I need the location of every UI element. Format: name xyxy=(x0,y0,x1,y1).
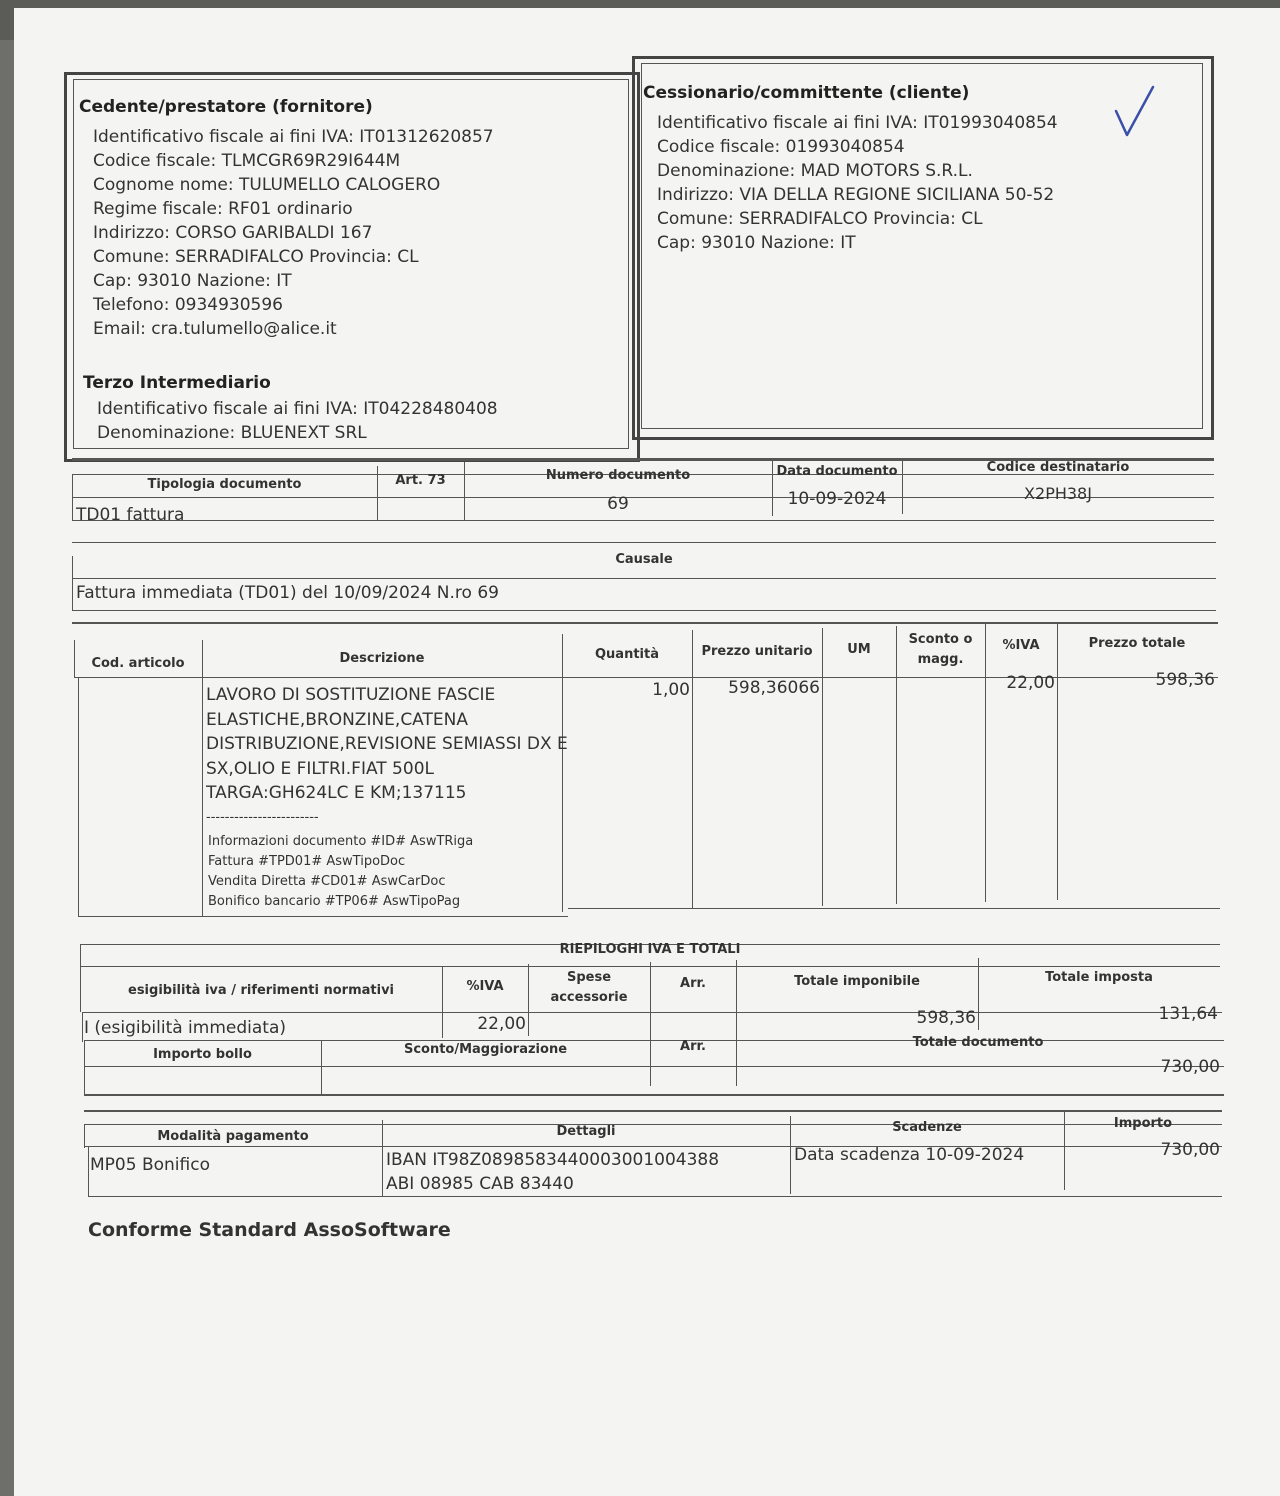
footer-standard: Conforme Standard AssoSoftware xyxy=(88,1219,451,1241)
payment-due: Data scadenza 10-09-2024 xyxy=(794,1145,1025,1165)
summary-title: RIEPILOGHI IVA E TOTALI xyxy=(559,942,741,957)
item-total: 598,36 xyxy=(1155,670,1215,690)
item-unit-price: 598,36066 xyxy=(728,678,820,698)
supplier-line: Indirizzo: CORSO GARIBALDI 167 xyxy=(93,223,373,243)
doc-number-value: 69 xyxy=(607,494,629,514)
col-discount-line: Sconto o xyxy=(908,632,973,647)
col-totale-documento: Totale documento xyxy=(912,1035,1044,1050)
info-line: Fattura #TPD01# AswTipoDoc xyxy=(208,854,406,869)
col-spese xyxy=(528,968,650,1008)
description-line: DISTRIBUZIONE,REVISIONE SEMIASSI DX E xyxy=(206,734,568,754)
summary-imponibile: 598,36 xyxy=(916,1008,976,1028)
customer-line: Comune: SERRADIFALCO Provincia: CL xyxy=(657,209,983,229)
col-discount xyxy=(896,630,985,670)
col-arr: Arr. xyxy=(680,976,706,991)
doc-number-header: Numero documento xyxy=(545,468,691,483)
customer-heading: Cessionario/committente (cliente) xyxy=(643,83,970,103)
customer-box xyxy=(632,56,1214,440)
description-separator: ------------------------ xyxy=(206,809,319,825)
col-desc: Descrizione xyxy=(339,651,425,666)
supplier-heading: Cedente/prestatore (fornitore) xyxy=(79,97,373,117)
supplier-line: Regime fiscale: RF01 ordinario xyxy=(93,199,353,219)
col-total: Prezzo totale xyxy=(1088,636,1186,651)
item-qty: 1,00 xyxy=(652,680,690,700)
payment-amount: 730,00 xyxy=(1160,1140,1220,1160)
checkmark-icon xyxy=(1113,85,1157,141)
summary-vat: 22,00 xyxy=(477,1014,526,1034)
col-bollo: Importo bollo xyxy=(153,1047,252,1062)
doc-type-value: TD01 fattura xyxy=(76,505,185,525)
col-unit-price: Prezzo unitario xyxy=(701,644,813,659)
col-imposta: Totale imposta xyxy=(1045,970,1153,985)
col-payment-due: Scadenze xyxy=(892,1120,962,1135)
info-line: Bonifico bancario #TP06# AswTipoPag xyxy=(208,894,461,909)
info-line: Informazioni documento #ID# AswTRiga xyxy=(208,834,474,849)
col-esig: esigibilità iva / riferimenti normativi xyxy=(128,983,394,998)
col-cod: Cod. articolo xyxy=(91,656,185,671)
supplier-details xyxy=(93,125,494,341)
customer-line: Identificativo fiscale ai fini IVA: IT01993040854 xyxy=(657,113,1058,133)
supplier-line: Cognome nome: TULUMELLO CALOGERO xyxy=(93,175,441,195)
intermediary-heading: Terzo Intermediario xyxy=(83,373,271,393)
supplier-line: Email: cra.tulumello@alice.it xyxy=(93,319,337,339)
intermediary-details xyxy=(97,397,498,445)
payment-detail-line: ABI 08985 CAB 83440 xyxy=(386,1174,574,1194)
doc-date-value: 10-09-2024 xyxy=(787,489,887,509)
col-qty: Quantità xyxy=(595,647,659,662)
recipient-code-value: X2PH38J xyxy=(1024,484,1092,503)
customer-line: Codice fiscale: 01993040854 xyxy=(657,137,905,157)
supplier-box xyxy=(64,72,640,462)
col-vat: %IVA xyxy=(1002,638,1040,653)
item-info xyxy=(208,832,473,912)
col-sconto: Sconto/Maggiorazione xyxy=(403,1042,568,1057)
col-arr2: Arr. xyxy=(680,1039,706,1054)
info-line: Vendita Diretta #CD01# AswCarDoc xyxy=(208,874,446,889)
col-payment-mode: Modalità pagamento xyxy=(157,1129,309,1144)
col-discount-line: magg. xyxy=(917,652,964,667)
payment-detail-line: IBAN IT98Z0898583440003001004388 xyxy=(386,1150,720,1170)
customer-line: Cap: 93010 Nazione: IT xyxy=(657,233,856,253)
supplier-line: Identificativo fiscale ai fini IVA: IT01312620857 xyxy=(93,127,494,147)
intermediary-line: Denominazione: BLUENEXT SRL xyxy=(97,423,367,443)
col-um: UM xyxy=(847,642,871,657)
payment-details xyxy=(386,1148,719,1196)
customer-details xyxy=(657,111,1058,255)
supplier-line: Cap: 93010 Nazione: IT xyxy=(93,271,292,291)
col-spese-line: accessorie xyxy=(550,990,628,1005)
description-line: SX,OLIO E FILTRI.FIAT 500L xyxy=(206,758,434,779)
item-description xyxy=(206,683,568,830)
recipient-code-header: Codice destinatario xyxy=(986,460,1130,475)
supplier-line: Codice fiscale: TLMCGR69R29I644M xyxy=(93,151,401,171)
supplier-line: Telefono: 0934930596 xyxy=(93,295,283,315)
customer-line: Indirizzo: VIA DELLA REGIONE SICILIANA 50-52 xyxy=(657,185,1055,205)
col-spese-line: Spese xyxy=(566,970,612,985)
description-line: TARGA:GH624LC E KM;137115 xyxy=(206,783,467,803)
summary-esig: I (esigibilità immediata) xyxy=(84,1018,286,1038)
description-line: LAVORO DI SOSTITUZIONE FASCIE xyxy=(206,685,496,705)
customer-line: Denominazione: MAD MOTORS S.R.L. xyxy=(657,161,973,181)
item-vat: 22,00 xyxy=(1006,673,1055,693)
description-line: ELASTICHE,BRONZINE,CATENA xyxy=(206,709,468,730)
supplier-line: Comune: SERRADIFALCO Provincia: CL xyxy=(93,247,419,267)
art73-header: Art. 73 xyxy=(395,473,446,488)
col-payment-details: Dettagli xyxy=(556,1124,616,1139)
payment-mode: MP05 Bonifico xyxy=(90,1155,210,1175)
col-summary-vat: %IVA xyxy=(466,979,504,994)
causale-header: Causale xyxy=(615,552,673,567)
totale-documento-value: 730,00 xyxy=(1160,1057,1220,1077)
summary-imposta: 131,64 xyxy=(1158,1004,1218,1024)
col-payment-amount: Importo xyxy=(1113,1116,1173,1131)
doc-type-header: Tipologia documento xyxy=(147,477,302,492)
causale-value: Fattura immediata (TD01) del 10/09/2024 N.ro 69 xyxy=(76,583,499,603)
doc-date-header: Data documento xyxy=(776,464,898,479)
col-imponibile: Totale imponibile xyxy=(794,974,920,989)
intermediary-line: Identificativo fiscale ai fini IVA: IT04228480408 xyxy=(97,399,498,419)
